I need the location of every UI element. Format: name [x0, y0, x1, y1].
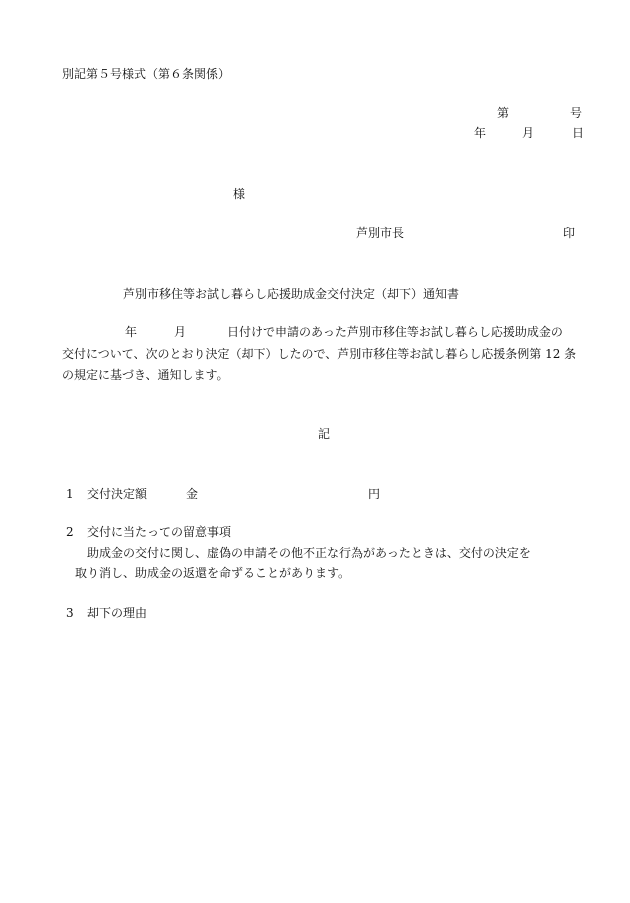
recipient-sama: 様 [233, 187, 246, 201]
item2-line1: 助成金の交付に関し、虚偽の申請その他不正な行為があったときは、交付の決定を [87, 546, 531, 560]
item3-label: 却下の理由 [87, 606, 148, 620]
body-line2: 交付について、次のとおり決定（却下）したので、芦別市移住等お試し暮らし応援条例第 12 条 [62, 347, 577, 361]
item3-number: 3 [66, 606, 74, 620]
item1-number: 1 [66, 487, 74, 501]
body-line3: の規定に基づき、通知します。 [62, 368, 229, 382]
doc-number-go: 号 [570, 106, 583, 120]
issuer-seal: 印 [563, 226, 576, 240]
item1-kin: 金 [186, 487, 199, 501]
date-day: 日 [572, 126, 585, 140]
document-title: 芦別市移住等お試し暮らし応援助成金交付決定（却下）通知書 [123, 287, 460, 301]
doc-number-dai: 第 [497, 106, 510, 120]
item2-line2: 取り消し、助成金の返還を命ずることがあります。 [75, 566, 351, 580]
item1-label: 交付決定額 [87, 487, 148, 501]
item2-number: 2 [66, 525, 74, 539]
ki-heading: 記 [318, 427, 331, 441]
body-date-year: 年 [125, 325, 138, 339]
body-date-month: 月 [174, 325, 187, 339]
form-label: 別記第５号様式（第６条関係） [62, 67, 231, 81]
item1-yen: 円 [368, 487, 381, 501]
date-year: 年 [474, 126, 487, 140]
body-line1: 日付けで申請のあった芦別市移住等お試し暮らし応援助成金の [227, 325, 563, 339]
date-month: 月 [522, 126, 535, 140]
issuer-name: 芦別市長 [356, 226, 405, 240]
item2-label: 交付に当たっての留意事項 [87, 525, 232, 539]
